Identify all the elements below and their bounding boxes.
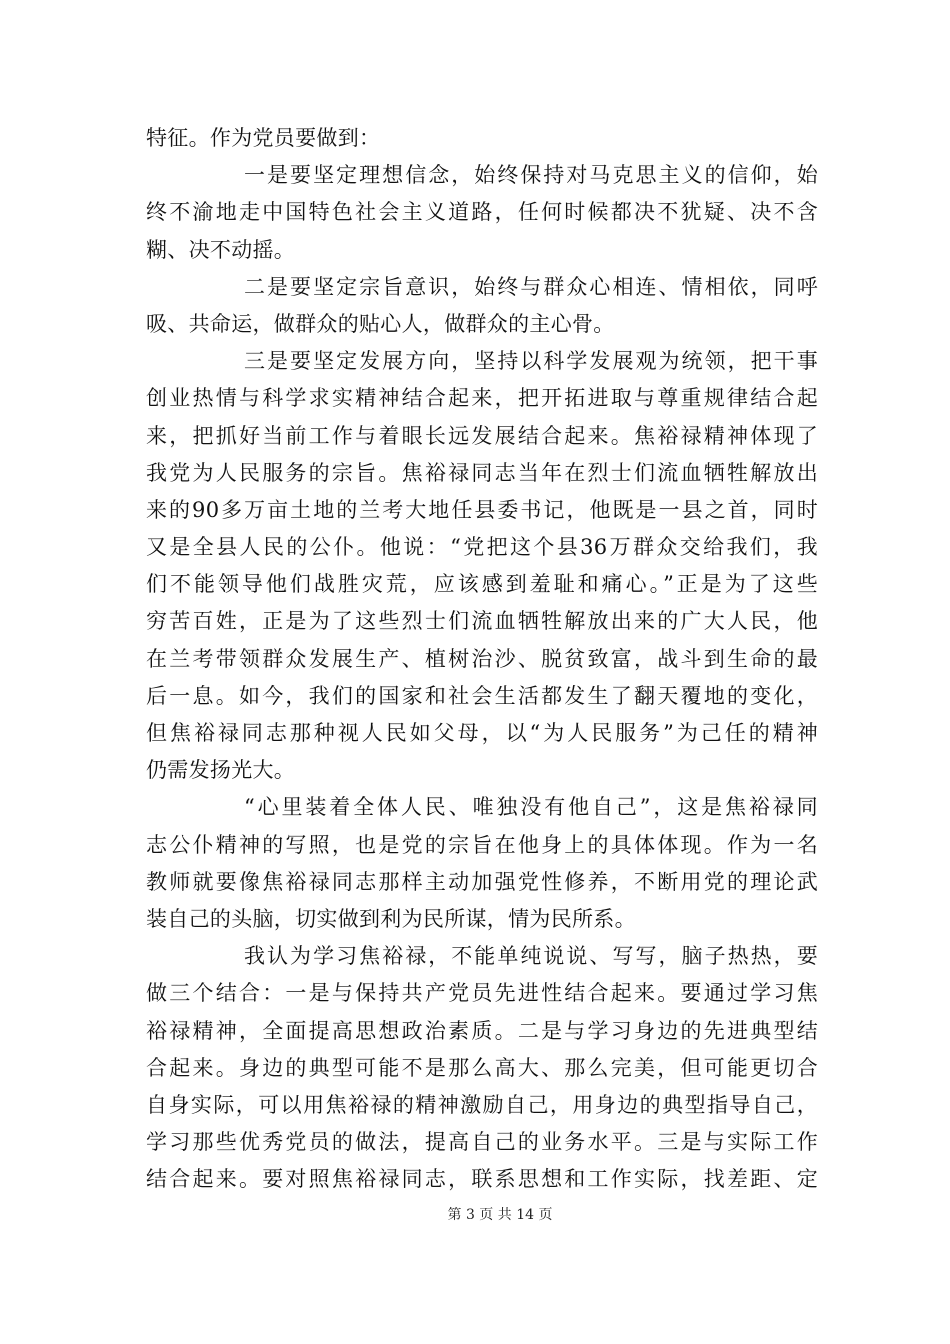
text-line: 裕禄精神，全面提高思想政治素质。二是与学习身边的先进典型结 bbox=[146, 1018, 818, 1043]
text-line: 终不渝地走中国特色社会主义道路，任何时候都决不犹疑、决不含 bbox=[146, 200, 818, 225]
text-line: 但焦裕禄同志那种视人民如父母，以“为人民服务”为己任的精神 bbox=[146, 721, 818, 745]
text-line: 又是全县人民的公仆。他说：“党把这个县36万群众交给我们，我 bbox=[146, 535, 818, 560]
document-body bbox=[146, 120, 818, 1198]
text-line: 糊、决不动摇。 bbox=[146, 237, 296, 262]
text-line: 穷苦百姓，正是为了这些烈士们流血牺牲解放出来的广大人民，他 bbox=[146, 609, 818, 634]
text-line: 二是要坚定宗旨意识，始终与群众心相连、情相依，同呼 bbox=[244, 274, 818, 299]
text-line: 做三个结合：一是与保持共产党员先进性结合起来。要通过学习焦 bbox=[146, 981, 818, 1006]
text-line: 志公仆精神的写照，也是党的宗旨在他身上的具体体现。作为一名 bbox=[146, 832, 818, 857]
text-line: 教师就要像焦裕禄同志那样主动加强党性修养，不断用党的理论武 bbox=[146, 869, 818, 894]
text-line: 来，把抓好当前工作与着眼长远发展结合起来。焦裕禄精神体现了 bbox=[146, 423, 818, 448]
text-line: 在兰考带领群众发展生产、植树治沙、脱贫致富，战斗到生命的最 bbox=[146, 646, 818, 671]
text-line: 特征。作为党员要做到： bbox=[146, 126, 381, 150]
text-line: 仍需发扬光大。 bbox=[146, 758, 296, 783]
text-line: “心里装着全体人民、唯独没有他自己”，这是焦裕禄同 bbox=[244, 795, 818, 820]
text-line: 装自己的头脑，切实做到利为民所谋，情为民所系。 bbox=[146, 906, 636, 931]
text-line: 来的90多万亩土地的兰考大地任县委书记，他既是一县之首，同时 bbox=[146, 497, 818, 522]
text-line: 合起来。身边的典型可能不是那么高大、那么完美，但可能更切合 bbox=[146, 1055, 818, 1080]
text-line: 结合起来。要对照焦裕禄同志，联系思想和工作实际，找差距、定 bbox=[146, 1167, 818, 1192]
text-line: 我认为学习焦裕禄，不能单纯说说、写写，脑子热热，要 bbox=[244, 944, 818, 969]
text-line: 我党为人民服务的宗旨。焦裕禄同志当年在烈士们流血牺牲解放出 bbox=[146, 460, 818, 485]
text-line: 自身实际，可以用焦裕禄的精神激励自己，用身边的典型指导自己， bbox=[146, 1092, 818, 1117]
text-line: 创业热情与科学求实精神结合起来，把开拓进取与尊重规律结合起 bbox=[146, 386, 818, 411]
text-line: 后一息。如今，我们的国家和社会生活都发生了翻天覆地的变化， bbox=[146, 683, 818, 708]
text-line: 学习那些优秀党员的做法，提高自己的业务水平。三是与实际工作 bbox=[146, 1130, 818, 1155]
page-number: 第 3 页 共 14 页 bbox=[447, 1207, 553, 1223]
text-line: 三是要坚定发展方向，坚持以科学发展观为统领，把干事 bbox=[244, 349, 818, 374]
text-line: 一是要坚定理想信念，始终保持对马克思主义的信仰，始 bbox=[244, 163, 818, 188]
text-line: 们不能领导他们战胜灾荒，应该感到羞耻和痛心。”正是为了这些 bbox=[146, 572, 818, 597]
text-line: 吸、共命运，做群众的贴心人，做群众的主心骨。 bbox=[146, 311, 615, 336]
